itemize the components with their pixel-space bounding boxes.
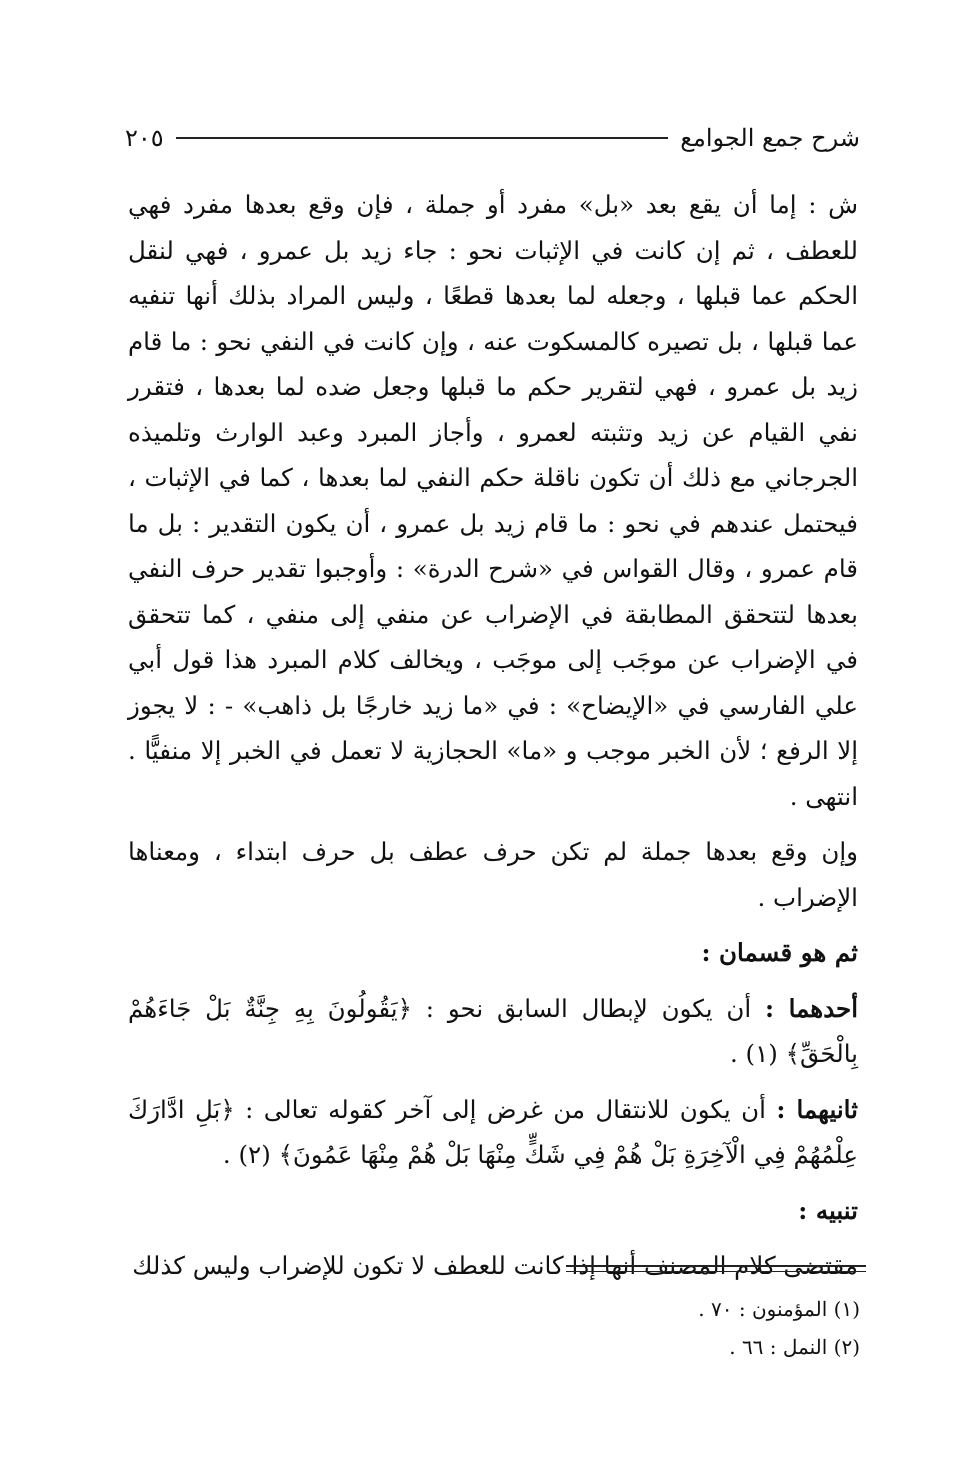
footnote-2: (٢) النمل : ٦٦ . xyxy=(729,1335,860,1359)
page-number: ٢٠٥ xyxy=(125,124,164,152)
footnote-ref-1: (١) . xyxy=(729,1039,778,1068)
header-title: شرح جمع الجوامع xyxy=(680,124,860,152)
main-text xyxy=(128,182,858,1289)
paragraph-3-label: أحدهما : xyxy=(765,993,859,1023)
paragraph-1: ش : إما أن يقع بعد «بل» مفرد أو جملة ، فإن وقع بعدها مفرد فهي للعطف ، ثم إن كانت في الإثبات نحو : جاء زيد بل عمرو ، فهي لنقل الحكم عما قبلها ، وجعله لما بعدها قطعًا ، وليس المراد بذلك أنها تنفيه عما قبلها ، بل تصيره كالمسكوت عنه ، وإن كانت في النفي نحو : ما قام زيد بل عمرو ، فهي لتقرير حكم ما قبلها وجعل ضده لما بعدها ، فتقرر نفي القيام عن زيد وتثبته لعمرو ، وأجاز المبرد وعبد الوارث وتلميذه الجرجاني مع ذلك أن تكون ناقلة حكم النفي لما بعدها ، كما في الإثبات ، فيحتمل عندهم في نحو : ما قام زيد بل عمرو ، أن يكون التقدير : بل ما قام عمرو ، وقال القواس في «شرح الدرة» : وأوجبوا تقدير حرف النفي بعدها لتتحقق المطابقة في الإضراب عن منفي إلى منفي ، كما تتحقق في الإضراب عن موجَب إلى موجَب ، ويخالف كلام المبرد هذا قول أبي علي الفارسي في «الإيضاح» : في «ما زيد خارجًا بل ذاهب» - : لا يجوز إلا الرفع ؛ لأن الخبر موجب و «ما» الحجازية لا تعمل في الخبر إلا منفيًّا . انتهى . xyxy=(128,190,858,811)
paragraph-2: وإن وقع بعدها جملة لم تكن حرف عطف بل حرف ابتداء ، ومعناها الإضراب . xyxy=(128,837,858,912)
footnote-ref-2: (٢) . xyxy=(222,1140,271,1169)
paragraph-4 xyxy=(128,1087,858,1178)
quran-verse-2: ﴿بَلِ ادَّارَكَ عِلْمُهُمْ فِي الْآخِرَةِ بَلْ هُمْ فِي شَكٍّ مِنْهَا بَلْ هُمْ مِنْهَا عَمُونَ﴾ xyxy=(128,1094,858,1169)
footnotes xyxy=(360,1290,860,1366)
footnote-1: (١) المؤمنون : ٧٠ . xyxy=(698,1297,860,1321)
footnote-divider xyxy=(566,1265,866,1272)
paragraph-3-text: أن يكون لإبطال السابق نحو : xyxy=(425,993,752,1023)
paragraph-4-text: أن يكون للانتقال من غرض إلى آخر كقوله تعالى : xyxy=(245,1094,766,1124)
section-heading-1: ثم هو قسمان : xyxy=(701,938,858,967)
section-heading-2: تنبيه : xyxy=(798,1195,858,1225)
paragraph-3 xyxy=(128,986,858,1077)
paragraph-4-label: ثانيهما : xyxy=(776,1094,858,1124)
running-header xyxy=(125,118,860,158)
paragraph-5: مقتضى كلام المصنف أنها إذا كانت للعطف لا تكون للإضراب وليس كذلك xyxy=(132,1251,858,1280)
header-rule xyxy=(176,137,669,139)
quran-verse-1: ﴿يَقُولُونَ بِهِ جِنَّةٌ بَلْ جَاءَهُمْ بِالْحَقِّ﴾ xyxy=(128,993,858,1068)
